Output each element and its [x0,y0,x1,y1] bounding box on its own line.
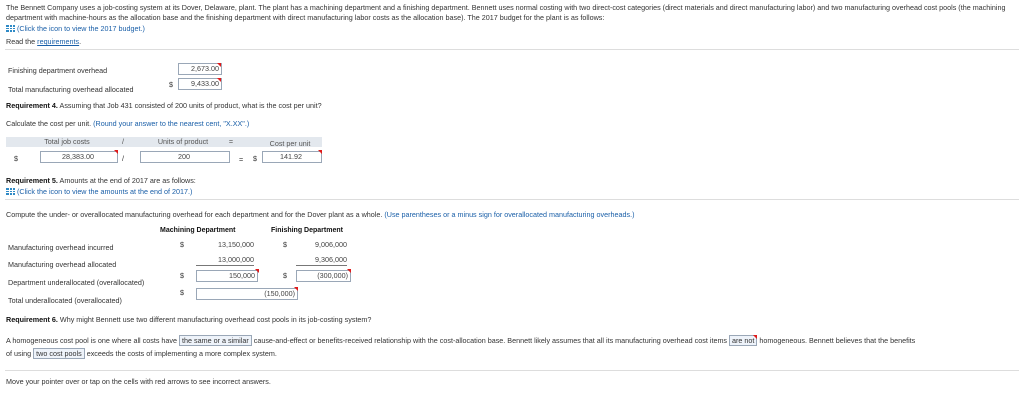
dollar-sign: $ [253,154,257,163]
col-total-job-costs: Total job costs [44,137,90,146]
error-flag-icon[interactable] [318,150,322,154]
table-icon[interactable] [6,188,15,195]
error-flag-icon[interactable] [255,269,259,273]
row-label: Manufacturing overhead allocated [8,260,117,269]
req6-answer-line2: of using two cost pools exceeds the costs of implementing a more complex system. [6,349,277,358]
col-cost-per-unit: Cost per unit [269,139,311,148]
error-flag-icon[interactable] [347,269,351,273]
col-finishing-department: Finishing Department [271,227,343,234]
table-icon[interactable] [6,25,15,32]
error-flag-icon[interactable] [217,78,221,82]
dollar-sign: $ [180,288,184,297]
intro-text: The Bennett Company uses a job-costing system at its Dover, Delaware, plant. The plant has a machining department and a finishing department. Bennett uses normal costing with two direct-cost categories (direct materials and direct manufacturing labor) and two manufacturing overhead cost pools (the machining department with machine-hours as the allocation base and the finishing department with direct manufacturing labor costs as the allocation base). The 2017 budget for the plant is as follows: [6,3,1006,22]
requirements-link[interactable]: requirements [37,37,80,46]
units-input[interactable]: 200 [140,151,230,163]
dollar-sign: $ [180,240,184,249]
dropdown-similar[interactable]: the same or a similar [179,335,252,346]
equals-sign: = [239,155,244,164]
error-flag-icon[interactable] [294,287,298,291]
budget-link[interactable]: (Click the icon to view the 2017 budget.) [6,24,145,33]
total-job-costs-input[interactable]: 28,383.00 [40,151,118,163]
row-label: Total underallocated (overallocated) [8,296,122,305]
divide-sign: / [122,154,124,163]
finishing-allocated: 9,306,000 [296,255,347,266]
amounts-link[interactable]: (Click the icon to view the amounts at the end of 2017.) [6,187,192,196]
row-label: Manufacturing overhead incurred [8,243,114,252]
finishing-under-over-input[interactable]: (300,000) [296,270,351,282]
col-divide: / [122,137,124,146]
total-under-over-input[interactable]: (150,000) [196,288,298,300]
req6-heading: Requirement 6. Why might Bennett use two different manufacturing overhead cost pools in its job-costing system? [6,315,372,324]
dollar-sign: $ [283,271,287,280]
total-overhead-label: Total manufacturing overhead allocated [8,85,134,94]
row-label: Department underallocated (overallocated) [8,278,145,287]
dollar-sign: $ [14,154,18,163]
dollar-sign: $ [180,271,184,280]
req4-instruction: Calculate the cost per unit. (Round your answer to the nearest cent, "X.XX".) [6,119,250,128]
finishing-overhead-value[interactable]: 2,673.00 [178,63,222,75]
machining-under-over-input[interactable]: 150,000 [196,270,258,282]
cost-per-unit-input[interactable]: 141.92 [262,151,322,163]
finishing-overhead-label: Finishing department overhead [8,66,108,75]
req5-instruction: Compute the under- or overallocated manufacturing overhead for each department and for the Dover plant as a whole. (Use parentheses or a minus sign for overallocated manufacturing overheads.) [6,210,635,219]
divider [5,199,1019,200]
dropdown-cost-pools[interactable]: two cost pools [33,348,85,359]
machining-incurred: 13,150,000 [218,240,254,249]
finishing-incurred: 9,006,000 [315,240,347,249]
col-units: Units of product [157,137,209,146]
divider [5,370,1019,371]
error-flag-icon[interactable] [217,63,221,67]
req5-heading: Requirement 5. Amounts at the end of 2017 are as follows: [6,176,196,185]
error-flag-icon[interactable] [114,150,118,154]
col-equals: = [228,137,234,146]
error-flag-icon[interactable] [753,335,757,339]
col-machining-department: Machining Department [160,227,236,234]
req4-heading: Requirement 4. Assuming that Job 431 consisted of 200 units of product, what is the cost per unit? [6,101,322,110]
dropdown-are-not[interactable]: are not [729,335,757,346]
dollar-sign: $ [283,240,287,249]
footer-note: Move your pointer over or tap on the cells with red arrows to see incorrect answers. [6,377,271,386]
read-requirements: Read the requirements. [6,37,82,46]
machining-allocated: 13,000,000 [196,255,254,266]
total-overhead-value[interactable]: 9,433.00 [178,78,222,90]
divider [5,49,1019,50]
req6-answer-line1: A homogeneous cost pool is one where all costs have the same or a similar cause-and-effect or benefits-received relationship with the cost-allocation base. Bennett likely assumes that all its manufacturing overhead cost items are not homogeneous. Bennett believes that the benefits [6,336,916,345]
dollar-sign: $ [169,80,173,89]
